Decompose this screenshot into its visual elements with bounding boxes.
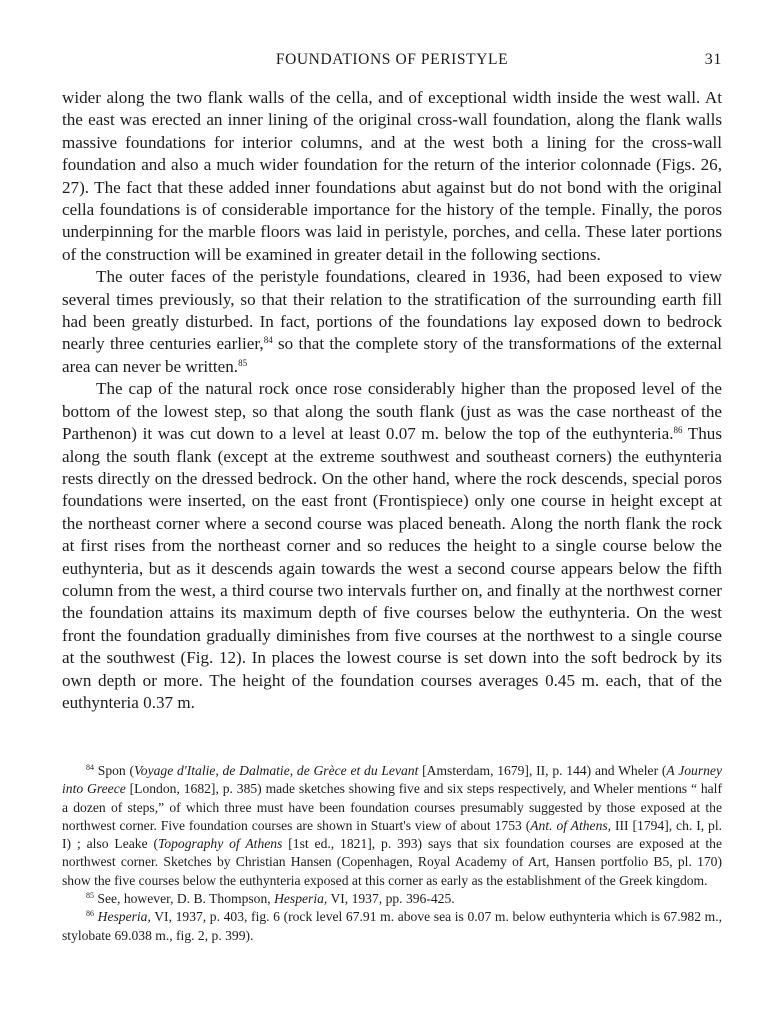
footnote-title: A Journey into Greece: [62, 763, 722, 797]
footnote-number: 85: [86, 891, 94, 901]
paragraph-2-text-b: so that the complete story of the transformations of the external area can never be written.: [62, 334, 723, 376]
footnote-text: [London, 1682], p. 385) made sketches showing five and six steps respectively, and Wheler mentions “ half a dozen of steps,” of which three must have been foundation courses presumably suggested by those exposed at the northwest corner. Five foundation courses are shown in Stuart's view of about 1753 (: [62, 781, 722, 833]
footnote-text: Spon (: [94, 763, 134, 778]
footnote-85: [62, 890, 722, 908]
footnote-ref-86: 86: [673, 425, 683, 436]
running-title: FOUNDATIONS OF PERISTYLE: [275, 51, 509, 68]
footnote-text: VI, 1937, pp. 396-425.: [327, 891, 455, 907]
running-header: [62, 51, 722, 75]
footnote-title: Hesperia,: [97, 909, 151, 925]
footnote-ref-84: 84: [263, 335, 273, 346]
footnote-84: [62, 762, 722, 890]
paragraph-2-text-a: The outer faces of the peristyle foundations, cleared in 1936, had been exposed to view several times previously, so that their relation to the stratification of the surrounding earth fill had been greatly disturbed. In fact, portions of the foundations lay exposed down to bedrock nearly three centuries earlier,: [62, 267, 722, 354]
footnote-number: 84: [86, 763, 94, 772]
paragraph-1: wider along the two flank walls of the cella, and of exceptional width inside the west wall. At the east was erected an inner lining of the original cross-wall foundation, along the flank walls massive foundations for interior columns, and at the west both a lining for the cross-wall foundation and also a much wider foundation for the return of the interior colonnade (Figs. 26, 27). The fact that these added inner foundations abut against but do not bond with the original cella foundations is of considerable importance for the history of the temple. Finally, the poros underpinning for the marble floors was laid in peristyle, porches, and cella. These later portions of the construction will be examined in greater detail in the following sections.: [62, 88, 722, 264]
footnote-ref-85: 85: [238, 357, 248, 368]
footnote-86: [62, 908, 722, 945]
page-number: 31: [704, 51, 722, 68]
paragraph-3-text-b: Thus along the south flank (except at the extreme southwest and southeast corners) the euthynteria rests directly on the dressed bedrock. On the other hand, where the rock descends, special poros foundations were inserted, on the east front (Frontispiece) only one course in height except at the northeast corner where a second course was placed beneath. Along the north flank the rock at first rises from the northeast corner and so reduces the height to a single course below the euthynteria, but as it descends again towards the west a second course appears below the fifth column from the west, a third course two intervals further on, and finally at the northwest corner the foundation attains its maximum depth of five courses below the euthynteria. On the west front the foundation gradually diminishes from five courses at the northwest to a single course at the southwest (Fig. 12). In places the lowest course is set down into the soft bedrock by its own depth or more. The height of the foundation courses averages 0.45 m. each, that of the euthynteria 0.37 m.: [62, 424, 722, 712]
paragraph-3: [62, 378, 722, 714]
footnote-text: VI, 1937, p. 403, fig. 6 (rock level 67.91 m. above sea is 0.07 m. below euthynteria which is 67.982 m., stylobate 69.038 m., fig. 2, p. 399).: [62, 909, 722, 943]
footnote-text: [Amsterdam, 1679], II, p. 144) and Wheler (: [418, 763, 667, 778]
footnote-title: Ant. of Athens,: [530, 817, 612, 833]
paragraph-2: [62, 266, 722, 378]
footnote-text: III [1794], ch. I, pl. I) ; also Leake (: [62, 817, 723, 852]
footnote-title: Topography of Athens: [158, 836, 283, 852]
footnote-title: Hesperia,: [274, 891, 328, 907]
body-text: [62, 87, 722, 714]
footnote-number: 86: [86, 909, 94, 919]
paragraph-3-text-a: The cap of the natural rock once rose considerably higher than the proposed level of the bottom of the lowest step, so that along the south flank (just as was the case northeast of the Parthenon) it was cut down to a level at least 0.07 m. below the top of the euthynteria.: [62, 379, 722, 444]
footnotes: [62, 762, 722, 945]
footnote-text: See, however, D. B. Thompson,: [94, 891, 275, 907]
footnote-text: [1st ed., 1821], p. 393) says that six foundation courses are exposed at the northwest corner. Sketches by Christian Hansen (Copenhagen, Royal Academy of Art, Hansen portfolio B5, pl. 170) show the five courses below the euthynteria exposed at this corner as early as the establishment of the Greek kingdom.: [62, 836, 722, 888]
footnote-title: Voyage d'Italie, de Dalmatie, de Grèce et du Levant: [134, 763, 419, 778]
